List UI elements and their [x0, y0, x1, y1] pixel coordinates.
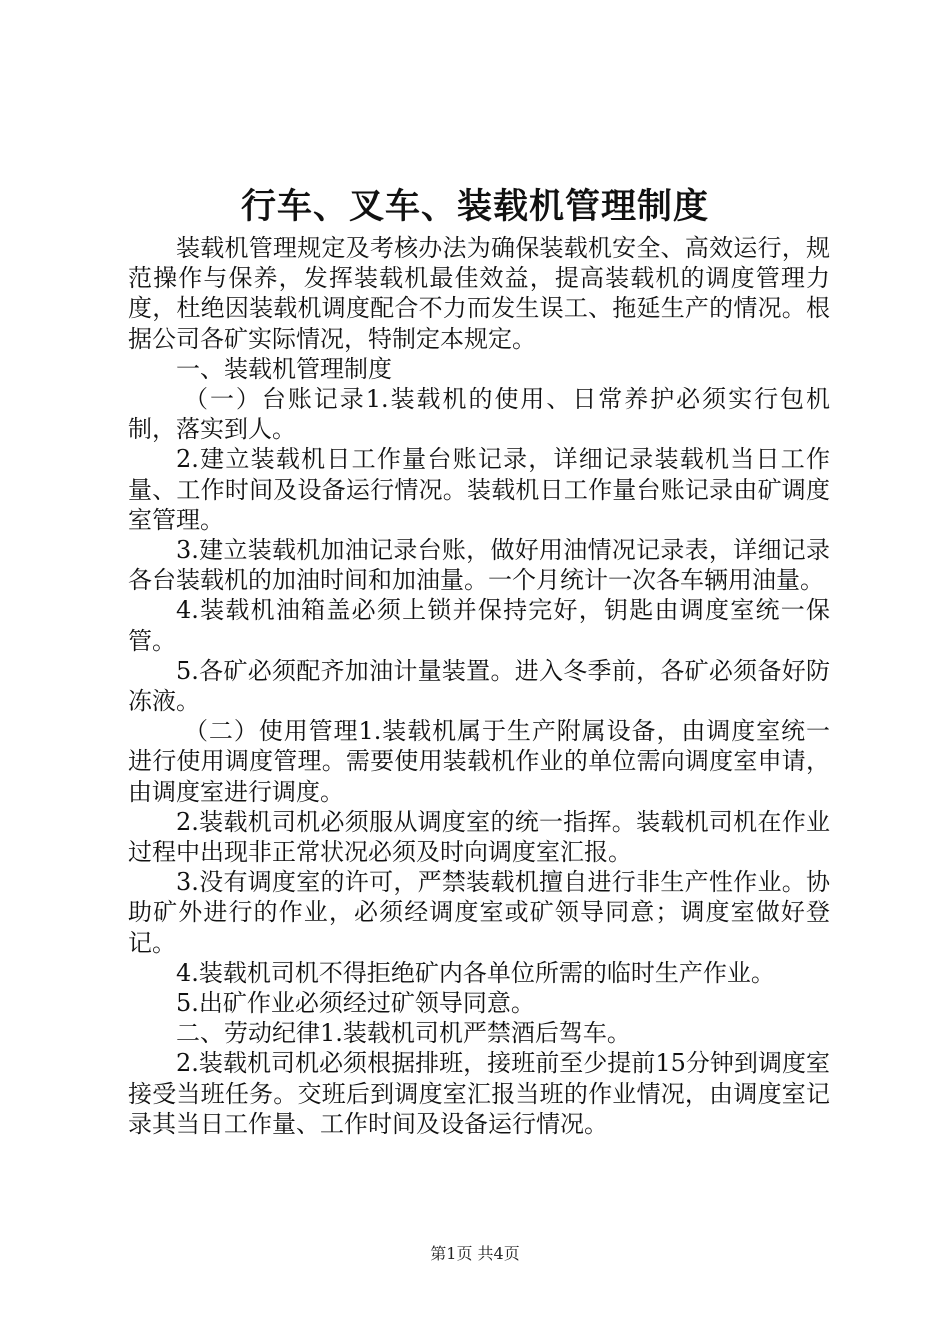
ledger-item-4: 4.装载机油箱盖必须上锁并保持完好，钥匙由调度室统一保管。 [128, 596, 830, 655]
subsection-ledger-paragraph: （一）台账记录1.装载机的使用、日常养护必须实行包机制，落实到人。 [128, 385, 830, 444]
section-heading-2: 二、劳动纪律1.装载机司机严禁酒后驾车。 [176, 1019, 631, 1048]
discipline-item-2: 2.装载机司机必须根据排班，接班前至少提前15分钟到调度室接受当班任务。交班后到调度室汇报当班的作业情况，由调度室记录其当日工作量、工作时间及设备运行情况。 [128, 1049, 830, 1138]
usage-item-4: 4.装载机司机不得拒绝矿内各单位所需的临时生产作业。 [176, 958, 775, 987]
usage-item-5: 5.出矿作业必须经过矿领导同意。 [176, 989, 535, 1018]
document-body [128, 233, 830, 1139]
subsection-usage-paragraph: （二）使用管理1.装载机属于生产附属设备，由调度室统一进行使用调度管理。需要使用装载机作业的单位需向调度室申请，由调度室进行调度。 [128, 717, 830, 806]
intro-paragraph: 装载机管理规定及考核办法为确保装载机安全、高效运行，规范操作与保养，发挥装载机最佳效益，提高装载机的调度管理力度，杜绝因装载机调度配合不力而发生误工、拖延生产的情况。根据公司各矿实际情况，特制定本规定。 [128, 234, 830, 353]
document-title: 行车、叉车、装载机管理制度 [240, 186, 709, 227]
page-number-footer: 第1页 共4页 [430, 1244, 520, 1263]
ledger-item-2: 2.建立装载机日工作量台账记录，详细记录装载机当日工作量、工作时间及设备运行情况。装载机日工作量台账记录由矿调度室管理。 [128, 445, 830, 534]
usage-item-3: 3.没有调度室的许可，严禁装载机擅自进行非生产性作业。协助矿外进行的作业，必须经调度室或矿领导同意；调度室做好登记。 [128, 868, 830, 957]
section-heading-1: 一、装载机管理制度 [176, 354, 392, 383]
ledger-item-5: 5.各矿必须配齐加油计量装置。进入冬季前，各矿必须备好防冻液。 [128, 656, 830, 716]
ledger-item-3: 3.建立装载机加油记录台账，做好用油情况记录表，详细记录各台装载机的加油时间和加油量。一个月统计一次各车辆用油量。 [128, 536, 830, 595]
usage-item-2: 2.装载机司机必须服从调度室的统一指挥。装载机司机在作业过程中出现非正常状况必须及时向调度室汇报。 [128, 807, 830, 867]
